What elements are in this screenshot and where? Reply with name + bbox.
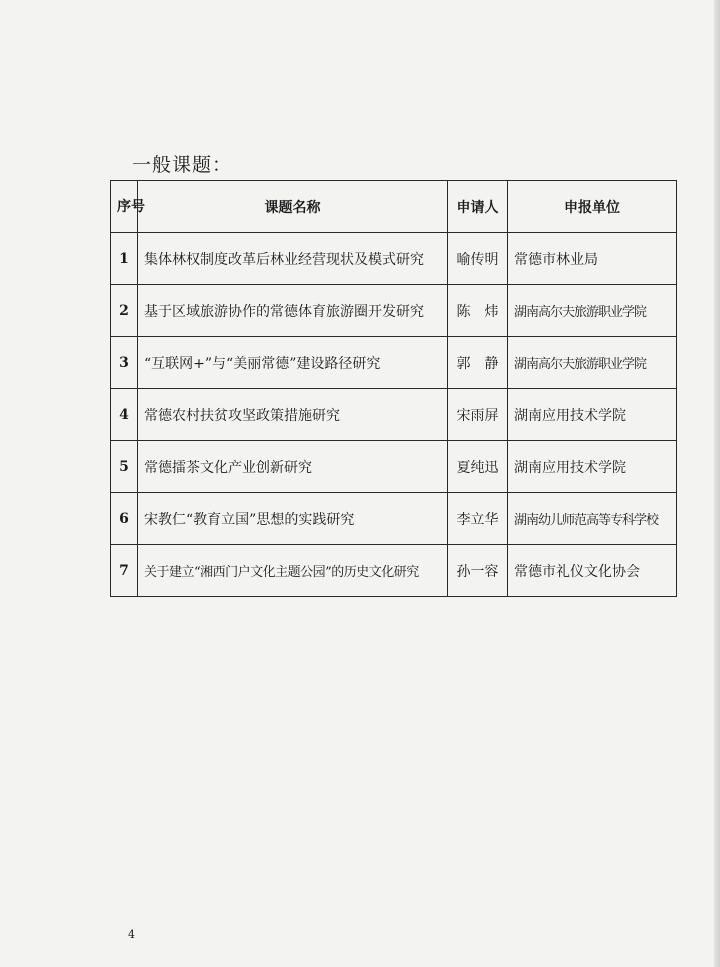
table-row [111,233,677,285]
row-seq: 4 [111,389,138,441]
row-seq: 7 [111,545,138,597]
table-row [111,545,677,597]
page-number: 4 [128,928,135,941]
row-seq: 3 [111,337,138,389]
row-unit: 常德市林业局 [508,233,677,285]
row-title: “互联网+”与“美丽常德”建设路径研究 [138,337,448,389]
row-seq: 5 [111,441,138,493]
header-applicant: 申请人 [448,181,508,233]
row-applicant: 郭 静 [448,337,508,389]
row-seq: 2 [111,285,138,337]
row-unit: 湖南应用技术学院 [508,441,677,493]
row-applicant: 孙一容 [448,545,508,597]
table-row [111,493,677,545]
row-applicant: 陈 炜 [448,285,508,337]
topics-table [110,180,677,597]
scan-edge [714,0,720,967]
row-title: 常德农村扶贫攻坚政策措施研究 [138,389,448,441]
table-row [111,337,677,389]
row-unit: 常德市礼仪文化协会 [508,545,677,597]
row-title: 集体林权制度改革后林业经营现状及模式研究 [138,233,448,285]
row-applicant: 夏纯迅 [448,441,508,493]
table-row [111,389,677,441]
header-unit: 申报单位 [508,181,677,233]
row-applicant: 李立华 [448,493,508,545]
row-unit: 湖南幼儿师范高等专科学校 [508,493,677,545]
row-applicant: 宋雨屏 [448,389,508,441]
row-title: 常德擂茶文化产业创新研究 [138,441,448,493]
row-title: 基于区域旅游协作的常德体育旅游圈开发研究 [138,285,448,337]
header-seq: 序号 [111,181,138,233]
row-unit: 湖南高尔夫旅游职业学院 [508,337,677,389]
row-unit: 湖南应用技术学院 [508,389,677,441]
table-row [111,285,677,337]
section-title: 一般课题： [132,154,233,176]
header-title: 课题名称 [138,181,448,233]
row-title: 关于建立“湘西门户文化主题公园”的历史文化研究 [138,545,448,597]
row-title: 宋教仁“教育立国”思想的实践研究 [138,493,448,545]
row-unit: 湖南高尔夫旅游职业学院 [508,285,677,337]
row-applicant: 喻传明 [448,233,508,285]
row-seq: 1 [111,233,138,285]
table-header-row [111,181,677,233]
table-row [111,441,677,493]
row-seq: 6 [111,493,138,545]
